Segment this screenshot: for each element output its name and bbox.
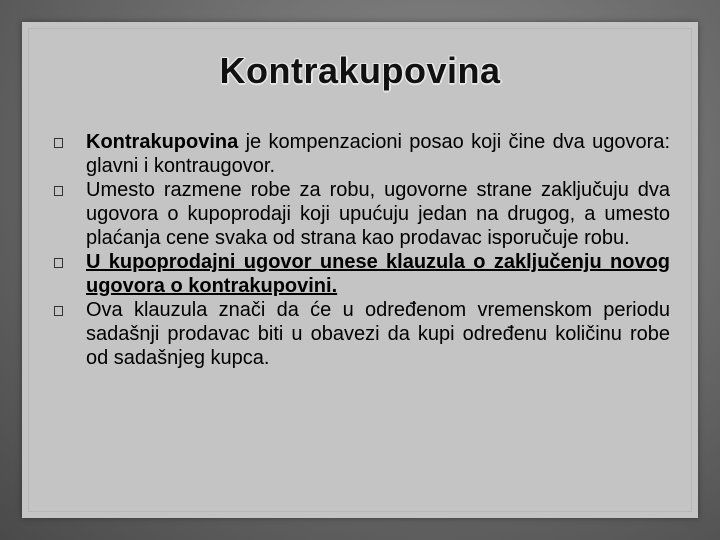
square-bullet-icon: [54, 258, 63, 268]
bullet-item: [66, 250, 670, 298]
square-bullet-icon: [54, 306, 63, 316]
bullet-text: [86, 130, 670, 178]
slide-title: Kontrakupovina: [219, 50, 501, 91]
bullet-rest-text: je kompenzacioni posao koji čine dva ugovora: glavni i kontraugovor.: [86, 131, 670, 177]
bullet-text: Umesto razmene robe za robu, ugovorne strane zaključuju dva ugovora o kupoprodaji koji upućuju jedan na drugog, a umesto plaćanja cene svaka od strana kao prodavac isporučuje robu.: [86, 179, 670, 249]
bullet-list: [66, 130, 670, 370]
bullet-underlined-text: U kupoprodajni ugovor unese klauzula o zaključenju novog ugovora o kontrakupovini.: [86, 251, 670, 297]
bullet-text: Ova klauzula znači da će u određenom vremenskom periodu sadašnji prodavac biti u obavezi da kupi određenu količinu robe od sadašnjeg kupca.: [86, 299, 670, 369]
bullet-item: [66, 178, 670, 250]
bullet-item: [66, 298, 670, 370]
square-bullet-icon: [54, 138, 63, 148]
bullet-bold-term: Kontrakupovina: [86, 131, 239, 153]
square-bullet-icon: [54, 186, 63, 196]
bullet-item: [66, 130, 670, 178]
